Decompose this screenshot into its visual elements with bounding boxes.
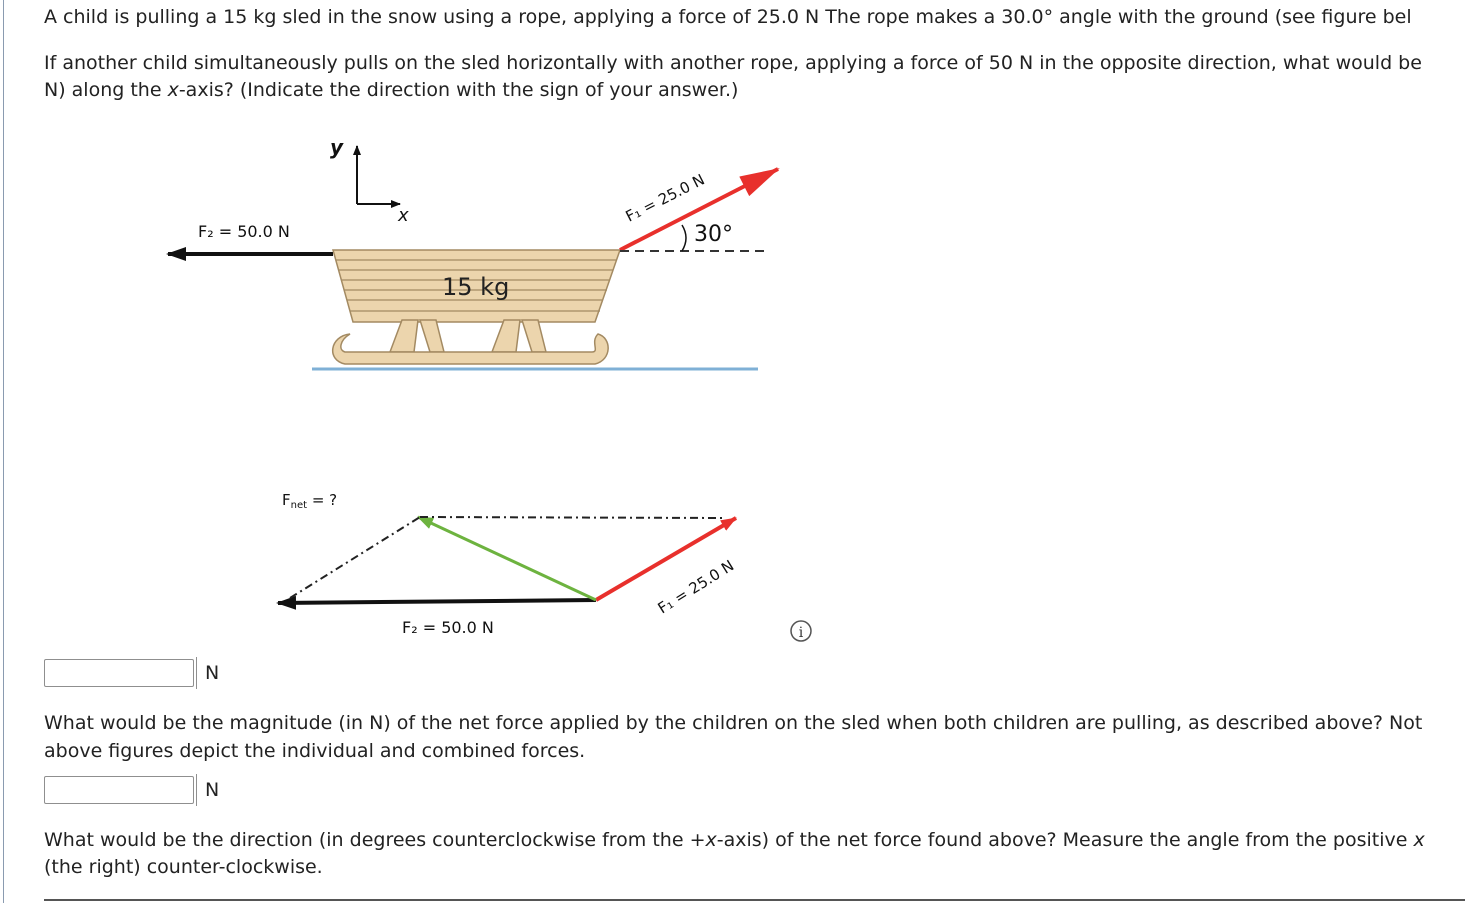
part3-x-italic: x [705,829,717,851]
fnet-label-rest: = ? [307,491,338,509]
bottom-divider [44,899,1465,901]
part3-line-1 [44,827,1465,854]
f2-vector-label: F₂ = 50.0 N [402,618,494,637]
fnet-label-f: F [282,491,291,509]
info-icon-glyph: i [798,625,804,641]
dashed-top-line [420,517,722,518]
fnet-vector [418,517,596,600]
fnet-subscript: net [290,500,308,511]
part2-line-2: above figures depict the individual and combined forces. [44,740,586,762]
unit-label-2: N [196,774,226,806]
f1-vector [596,518,736,600]
answer-x-component-input[interactable] [44,659,194,687]
unit-label-1: N [196,657,226,689]
mass-label: 15 kg [442,273,510,301]
axes-icon [357,146,400,204]
question-line-3-post: -axis? (Indicate the direction with the sign of your answer.) [178,79,739,101]
f2-label: F₂ = 50.0 N [198,222,290,241]
question-line-3-pre: N) along the [44,79,168,101]
question-line-1: A child is pulling a 15 kg sled in the snow using a rope, applying a force of 25.0 N The rope makes a 30.0° angle with the ground (see figure bel [44,6,1412,28]
dashed-side-line [290,517,420,598]
part3-line-1-post: -axis) of the net force found above? Measure the angle from the positive [716,829,1414,851]
f1-label: F₁ = 25.0 N [622,170,708,226]
part3-x-tail: x [1413,829,1425,851]
part2-line-1: What would be the magnitude (in N) of the net force applied by the children on the sled when both children are pulling, as described above? Not [44,712,1423,734]
angle-arc [682,225,686,251]
part3-line-2: (the right) counter-clockwise. [44,856,323,878]
question-line-2: If another child simultaneously pulls on the sled horizontally with another rope, applying a force of 50 N in the opposite direction, what would be [44,52,1422,74]
f2-vector [278,600,596,603]
sled-image [333,250,620,364]
f1-vector-label: F₁ = 25.0 N [654,556,738,618]
part3-line-1-pre: What would be the direction (in degrees counterclockwise from the + [44,829,706,851]
x-axis-label: x [398,205,409,226]
fnet-label [282,491,337,511]
info-icon[interactable] [791,621,811,641]
angle-label: 30° [694,222,733,247]
y-axis-label: y [330,135,344,159]
answer-magnitude-input[interactable] [44,776,194,804]
x-axis-italic: x [167,79,179,101]
